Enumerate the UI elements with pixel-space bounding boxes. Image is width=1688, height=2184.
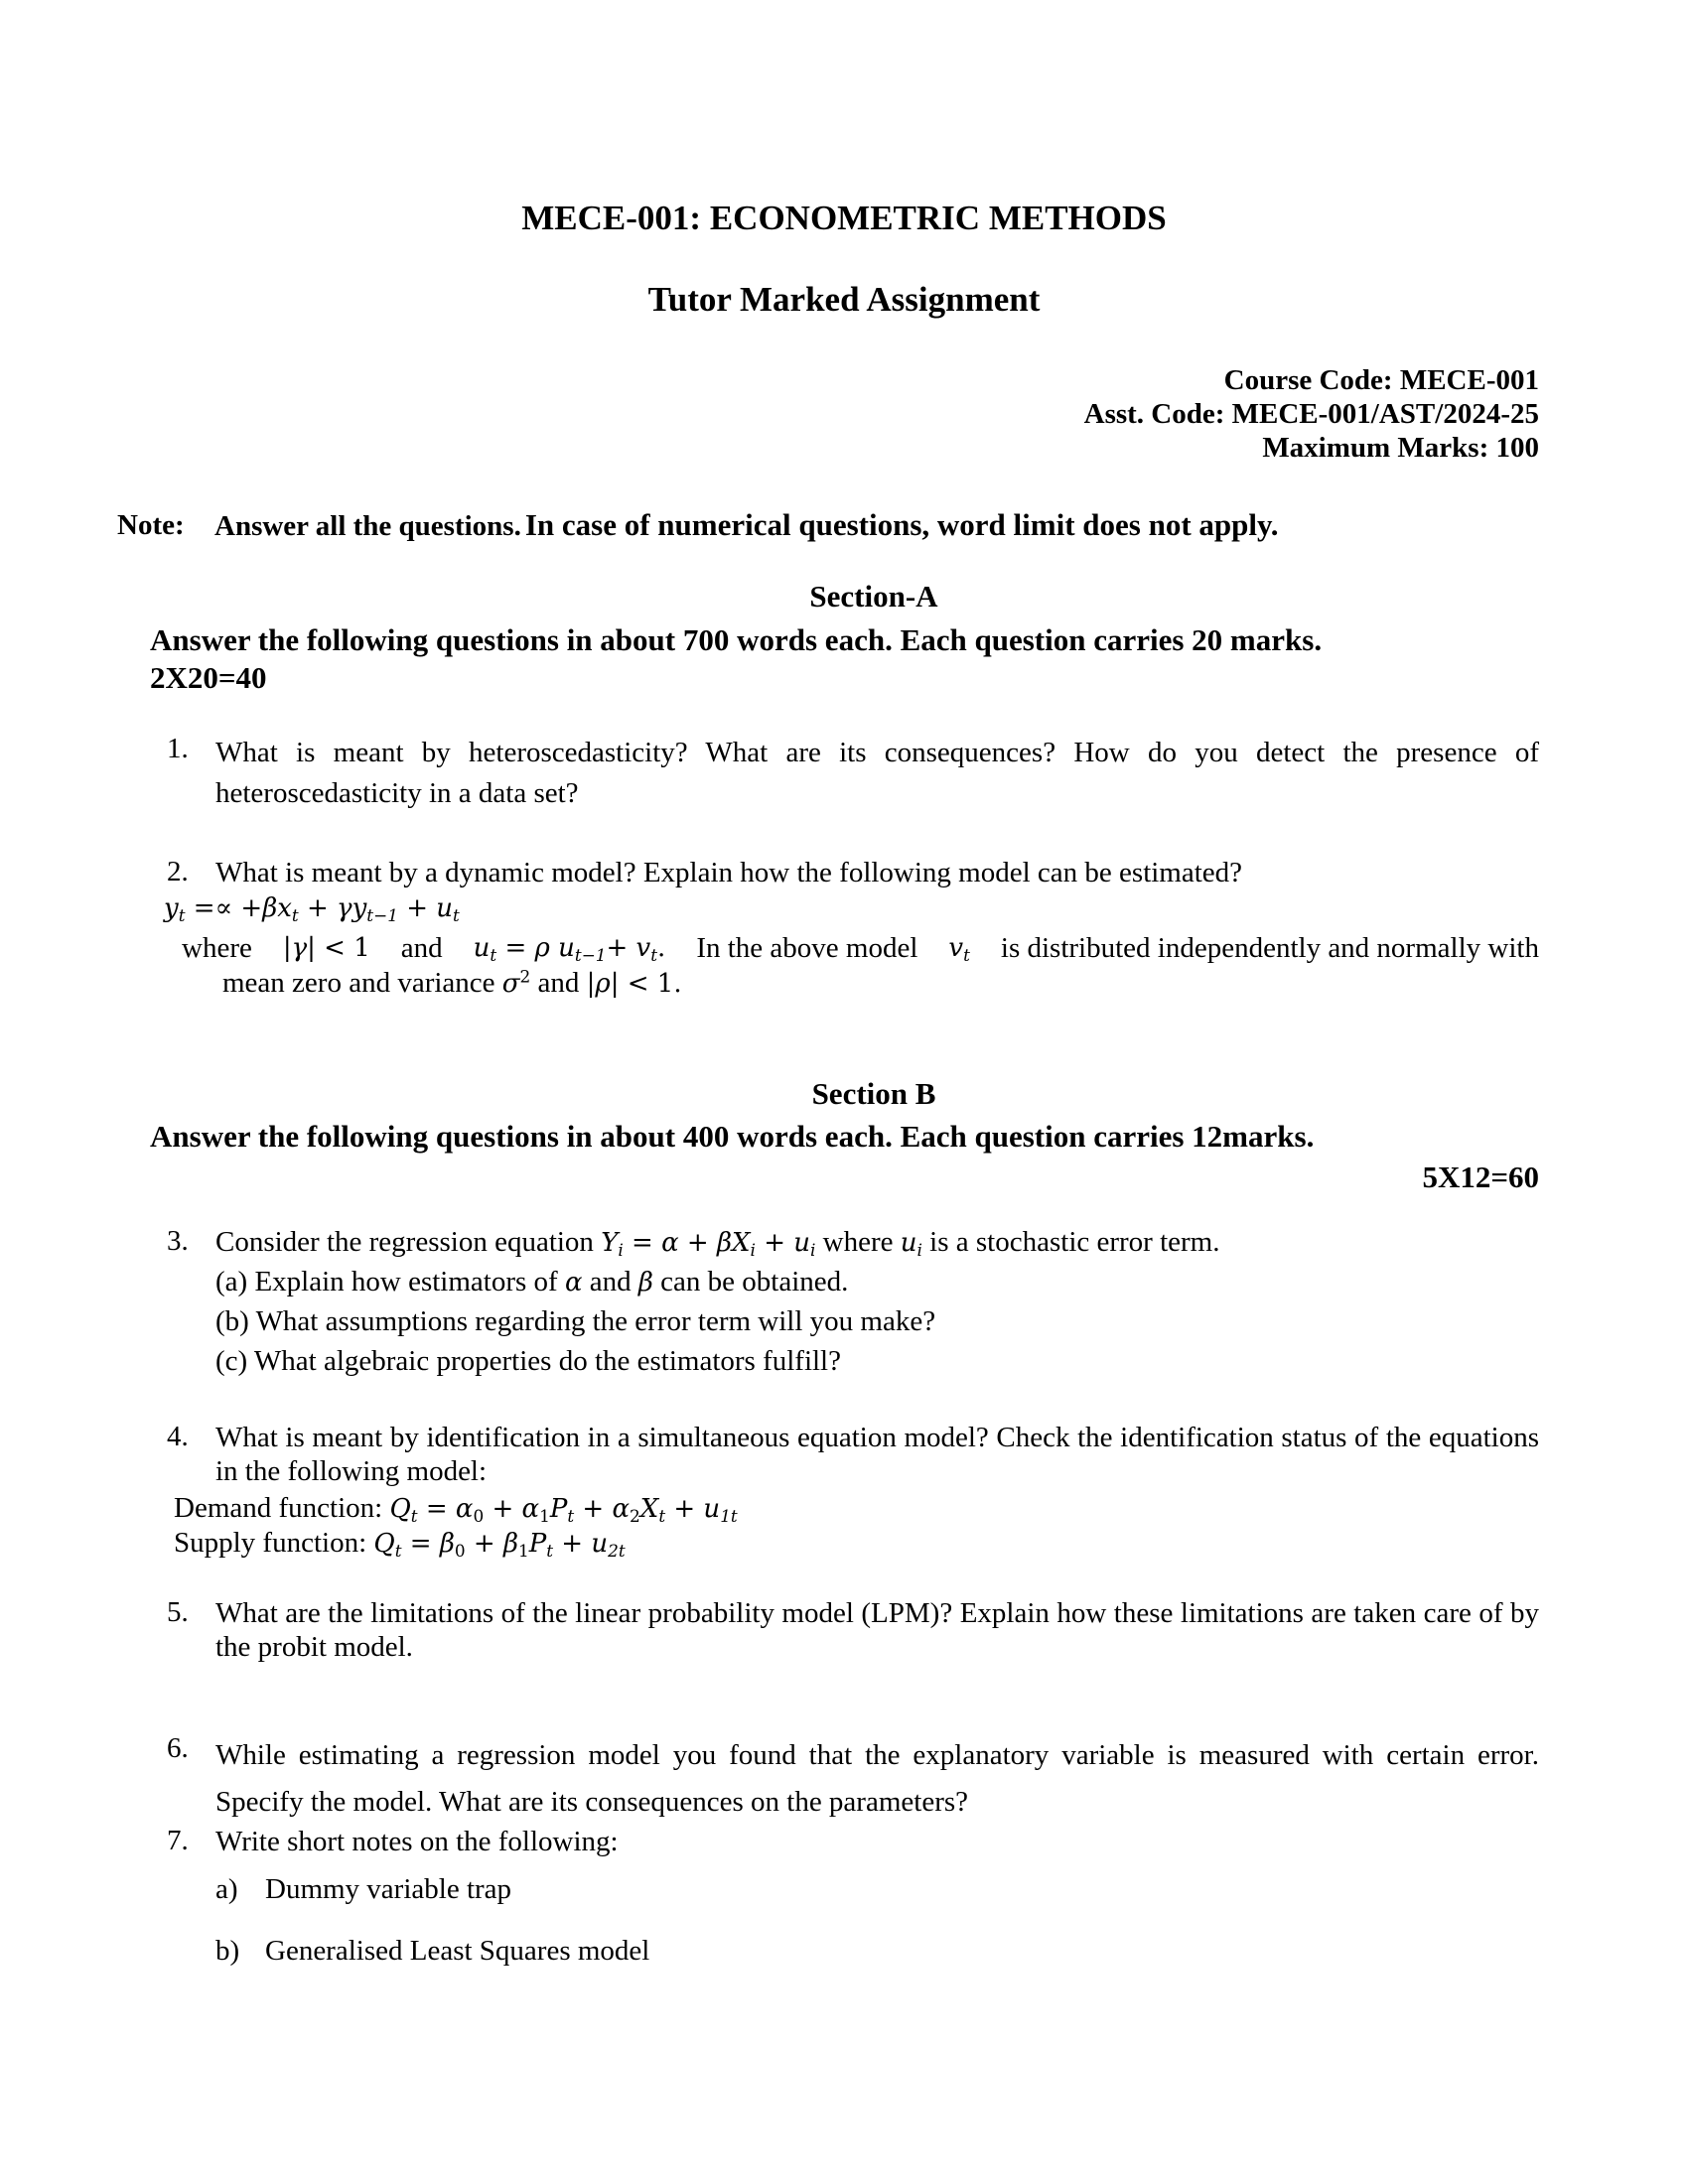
q1-text: What is meant by heteroscedasticity? What are its consequences? How do you detect the presence of heteroscedasticity in a data set? [215, 737, 1539, 809]
q5-text: What are the limitations of the linear probability model (LPM)? Explain how these limitations are taken care of by the probit model. [215, 1597, 1539, 1663]
q3-mid: where [822, 1226, 894, 1258]
q7-part-b [215, 1934, 649, 1968]
q4-demand-label: Demand function: [174, 1492, 383, 1524]
q2-model-equation: $y_t =\propto +\beta x_t + \gamma y_{t-1} + u_t$ [164, 893, 460, 926]
note-text [214, 507, 1279, 543]
maximum-marks: Maximum Marks: 100 [1262, 432, 1539, 464]
q2-text-4: mean zero and variance [222, 967, 495, 999]
q2-gamma-condition: |γ| < 1 [282, 933, 370, 963]
q2-and-1: and [400, 932, 443, 964]
section-b-marks: 5X12=60 [1422, 1160, 1539, 1194]
q3-regression-equation: $Y_i = \alpha + \beta X_i + u_i$ [601, 1228, 816, 1261]
q3-part-a [215, 1265, 848, 1299]
q3-beta: β [637, 1268, 653, 1297]
q2-text-3: is distributed independently and normally with [1000, 932, 1539, 964]
section-a-title: Section-A [809, 579, 938, 614]
q7-b-text: Generalised Least Squares model [265, 1935, 650, 1967]
note-text-a: Answer all the questions. [214, 510, 521, 542]
q3-pre: Consider the regression equation [215, 1226, 594, 1258]
assignment-title: MECE-001: ECONOMETRIC METHODS [521, 199, 1167, 237]
q6-number: 6. [167, 1732, 189, 1764]
q2-text: What is meant by a dynamic model? Explain how the following model can be estimated? [215, 857, 1243, 888]
q2-error-equation: $u_t = \rho$ $u_{t-1}+ v_t$. [473, 933, 666, 966]
q3-part-b [215, 1304, 935, 1338]
note-label: Note: [117, 509, 185, 541]
q7-number: 7. [167, 1825, 189, 1856]
q7-part-a [215, 1872, 511, 1906]
q3-a-post: can be obtained. [660, 1266, 849, 1297]
q6-text: While estimating a regression model you found that the explanatory variable is measured with certain error. Specify the model. What are its consequences on the parameters? [215, 1739, 1539, 1818]
section-b-title: Section B [811, 1076, 936, 1111]
q4-demand-equation: $Q_t = \alpha_0 + \alpha_1P_t + \alpha_2X_t + u_{1t}$ [389, 1494, 738, 1527]
q7-a-label: a) [215, 1873, 238, 1905]
section-a-marks: 2X20=40 [150, 660, 267, 695]
q2-text-2: In the above model [696, 932, 918, 964]
q3-a-and: and [589, 1266, 632, 1297]
q3-b-text: What assumptions regarding the error term will you make? [255, 1305, 936, 1337]
q3-number: 3. [167, 1225, 189, 1257]
q3-text [215, 1225, 1219, 1260]
assignment-subtitle: Tutor Marked Assignment [647, 280, 1041, 319]
course-code: Course Code: MECE-001 [1223, 364, 1539, 396]
q3-error-term: $u_i$ [900, 1228, 922, 1261]
q2-variance-line [222, 966, 682, 1001]
q2-rho-condition: |ρ| < 1. [586, 969, 682, 999]
q1-number: 1. [167, 733, 189, 764]
q2-number: 2. [167, 856, 189, 887]
assignment-code: Asst. Code: MECE-001/AST/2024-25 [1083, 398, 1539, 430]
q4-supply-function [174, 1526, 626, 1561]
q4-text: What is meant by identification in a simultaneous equation model? Check the identification status of the equations in the following model: [215, 1422, 1539, 1487]
q3-a-label: (a) [215, 1266, 248, 1297]
q4-number: 4. [167, 1421, 189, 1452]
q5-number: 5. [167, 1596, 189, 1628]
q3-c-label: (c) [215, 1345, 248, 1377]
q4-demand-function [174, 1491, 738, 1526]
section-a-instructions: Answer the following questions in about 700 words each. Each question carries 20 marks. [150, 622, 1323, 657]
section-b-instructions: Answer the following questions in about 400 words each. Each question carries 12marks. [150, 1119, 1315, 1154]
q2-and-2: and [537, 967, 580, 999]
q3-post: is a stochastic error term. [929, 1226, 1220, 1258]
q3-c-text: What algebraic properties do the estimators fulfill? [253, 1345, 841, 1377]
q2-conditions [182, 931, 1539, 965]
q2-sigma-squared: $\sigma^2$ [501, 966, 531, 999]
q4-supply-label: Supply function: [174, 1527, 367, 1559]
q4-supply-equation: $Q_t = \beta_0 + \beta_1P_t + u_{2t}$ [373, 1529, 626, 1562]
q7-a-text: Dummy variable trap [265, 1873, 512, 1905]
q7-b-label: b) [215, 1935, 240, 1967]
q2-where: where [182, 932, 252, 964]
q3-a-pre: Explain how estimators of [254, 1266, 558, 1297]
note-text-b: In case of numerical questions, word limit does not apply. [524, 507, 1279, 542]
q7-text: Write short notes on the following: [215, 1826, 619, 1857]
q2-v-term: $v_t$ [948, 933, 970, 966]
q3-alpha: α [564, 1268, 583, 1297]
q3-part-c [215, 1344, 841, 1378]
q3-b-label: (b) [215, 1305, 249, 1337]
